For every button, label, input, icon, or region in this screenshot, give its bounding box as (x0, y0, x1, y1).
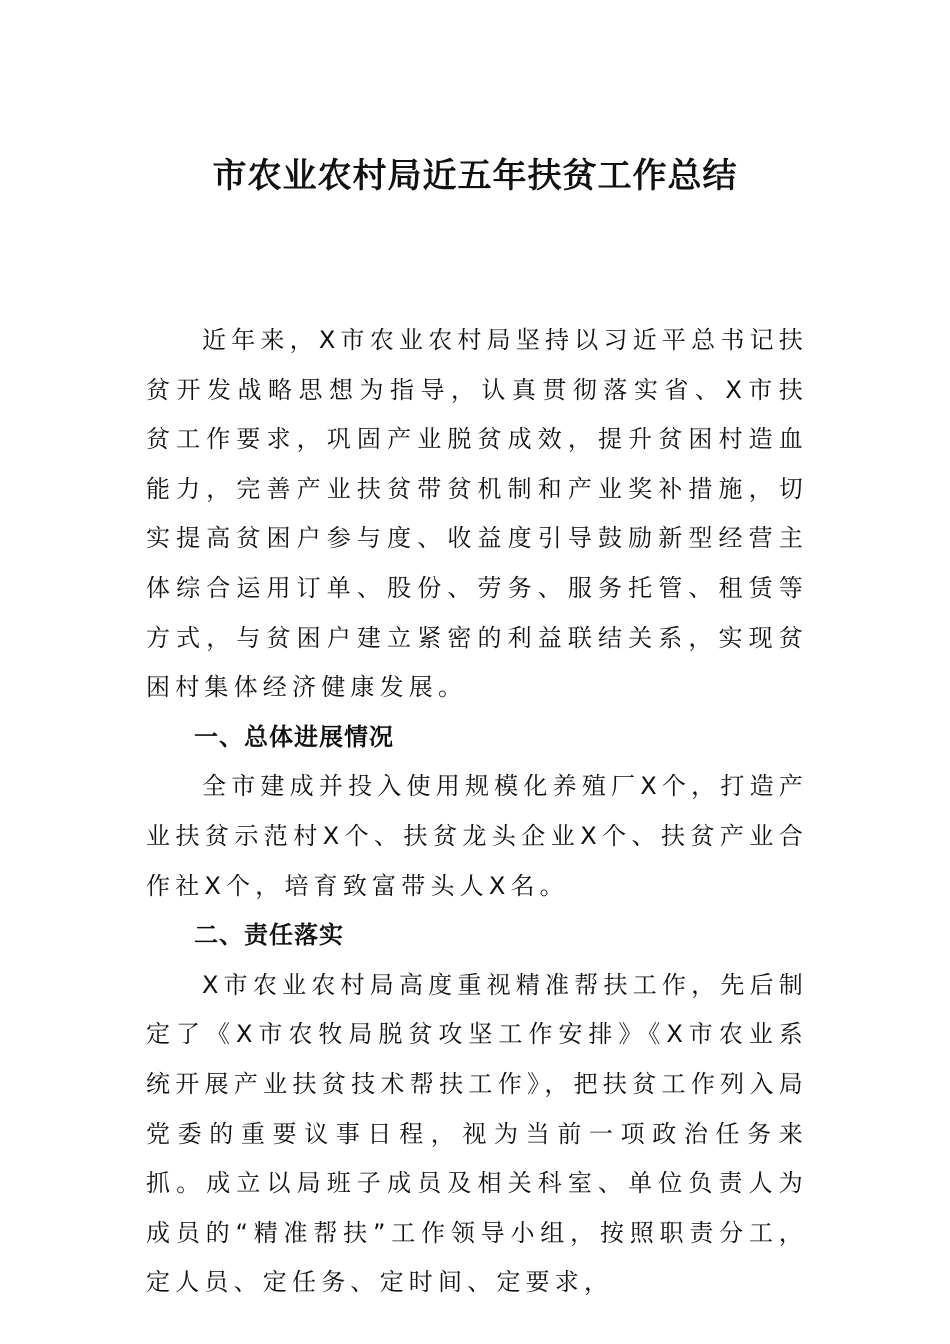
section-heading-responsibility: 二、责任落实 (194, 921, 344, 950)
document-title: 市农业农村局近五年扶贫工作总结 (212, 156, 738, 196)
document-body (146, 316, 808, 1308)
intro-paragraph: 近年来，X市农业农村局坚持以习近平总书记扶贫开发战略思想为指导，认真贯彻落实省、X市扶贫工作要求，巩固产业脱贫成效，提升贫困村造血能力，完善产业扶贫带贫机制和产业奖补措施，切实提高贫困户参与度、收益度引导鼓励新型经营主体综合运用订单、股份、劳务、服务托管、租赁等方式，与贫困户建立紧密的利益联结关系，实现贫困村集体经济健康发展。 (146, 326, 808, 702)
section-heading-overall-progress: 一、总体进展情况 (194, 722, 394, 751)
section-paragraph-overall-progress: 全市建成并投入使用规模化养殖厂X个，打造产业扶贫示范村X个、扶贫龙头企业X个、扶贫产业合作社X个，培育致富带头人X名。 (146, 772, 808, 900)
section-paragraph-responsibility: X市农业农村局高度重视精准帮扶工作，先后制定了《X市农牧局脱贫攻坚工作安排》《X市农业系统开展产业扶贫技术帮扶工作》，把扶贫工作列入局党委的重要议事日程，视为当前一项政治任务来抓。成立以局班子成员及相关科室、单位负责人为成员的“精准帮扶”工作领导小组，按照职责分工，定人员、定任务、定时间、定要求， (146, 970, 808, 1297)
